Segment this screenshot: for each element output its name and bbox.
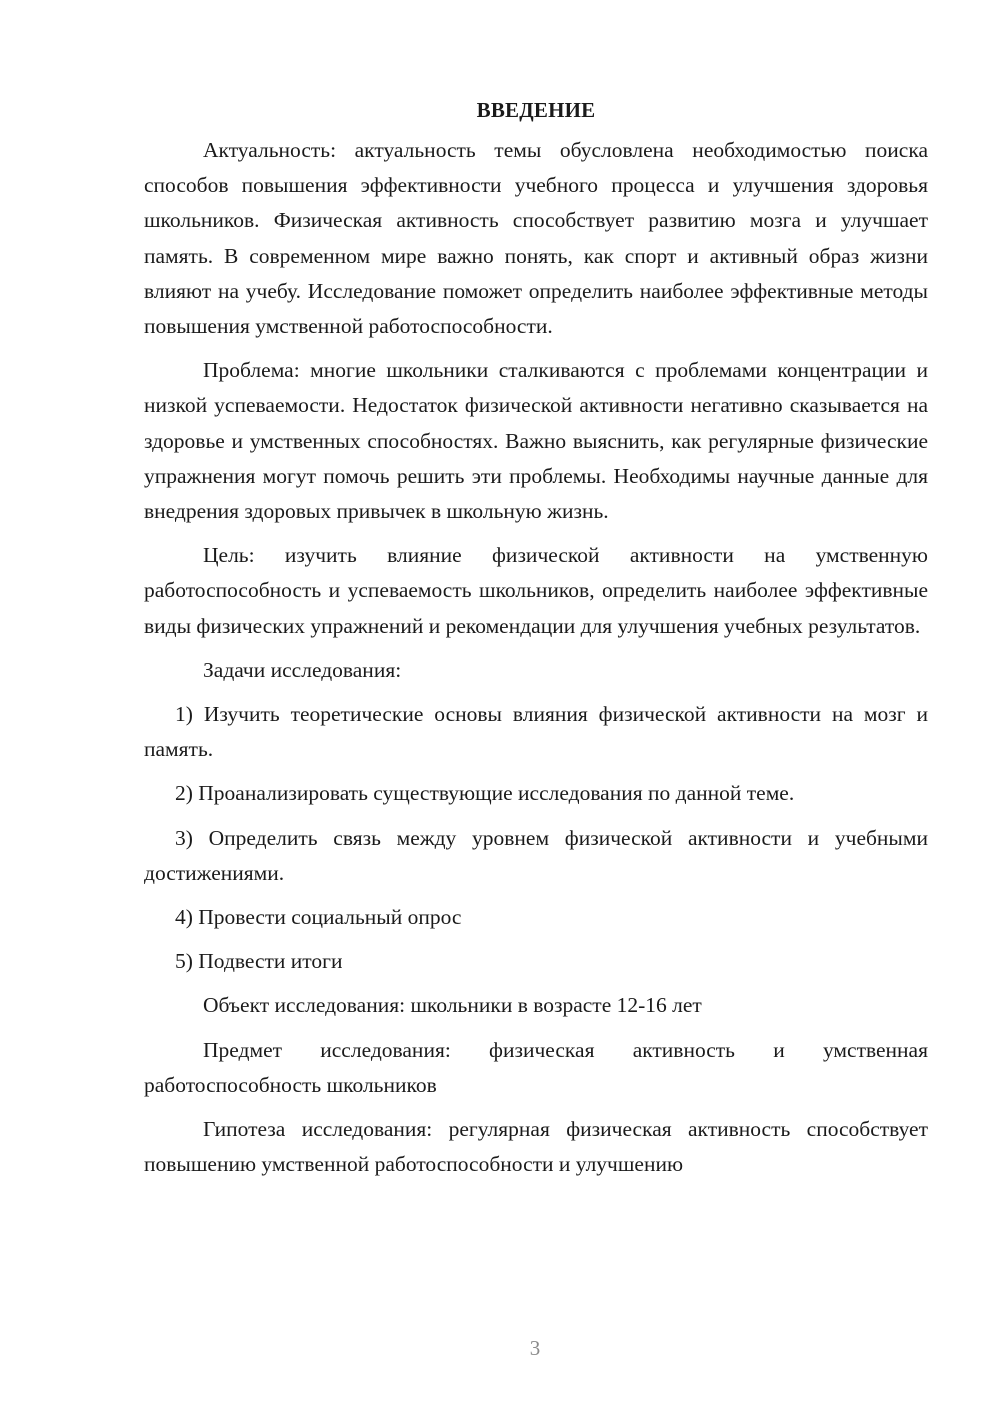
task-item: 1) Изучить теоретические основы влияния физической активности на мозг и память. — [144, 702, 928, 762]
subject-paragraph: Предмет исследования: физическая активность и умственная работоспособность школьников — [144, 1037, 928, 1097]
task-item: 3) Определить связь между уровнем физической активности и учебными достижениями. — [144, 825, 928, 885]
problem-paragraph: Проблема: многие школьники сталкиваются с проблемами концентрации и низкой успеваемости. Недостаток физической активности негативно сказывается на здоровье и умственных способностях. Важно выяснить, как регулярные физические упражнения могут помочь решить эти проблемы. Необходимы научные данные для внедрения здоровых привычек в школьную жизнь. — [144, 358, 928, 524]
page-number: 3 — [529, 1336, 541, 1360]
goal-paragraph: Цель: изучить влияние физической активности на умственную работоспособность и успеваемость школьников, определить наиболее эффективные виды физических упражнений и рекомендации для улучшения учебных результатов. — [144, 543, 928, 638]
object-paragraph: Объект исследования: школьники в возрасте 12-16 лет — [203, 993, 702, 1018]
relevance-paragraph: Актуальность: актуальность темы обусловлена необходимостью поиска способов повышения эффективности учебного процесса и улучшения здоровья школьников. Физическая активность способствует развитию мозга и улучшает память. В современном мире важно понять, как спорт и активный образ жизни влияют на учебу. Исследование поможет определить наиболее эффективные методы повышения умственной работоспособности. — [144, 138, 928, 339]
tasks-heading: Задачи исследования: — [203, 657, 402, 682]
task-item: 5) Подвести итоги — [175, 949, 343, 974]
hypothesis-paragraph: Гипотеза исследования: регулярная физическая активность способствует повышению умственной работоспособности и улучшению — [144, 1117, 928, 1177]
section-title: ВВЕДЕНИЕ — [476, 98, 596, 122]
task-item: 2) Проанализировать существующие исследования по данной теме. — [175, 781, 795, 806]
page-content — [144, 96, 928, 1191]
task-item: 4) Провести социальный опрос — [175, 905, 462, 930]
